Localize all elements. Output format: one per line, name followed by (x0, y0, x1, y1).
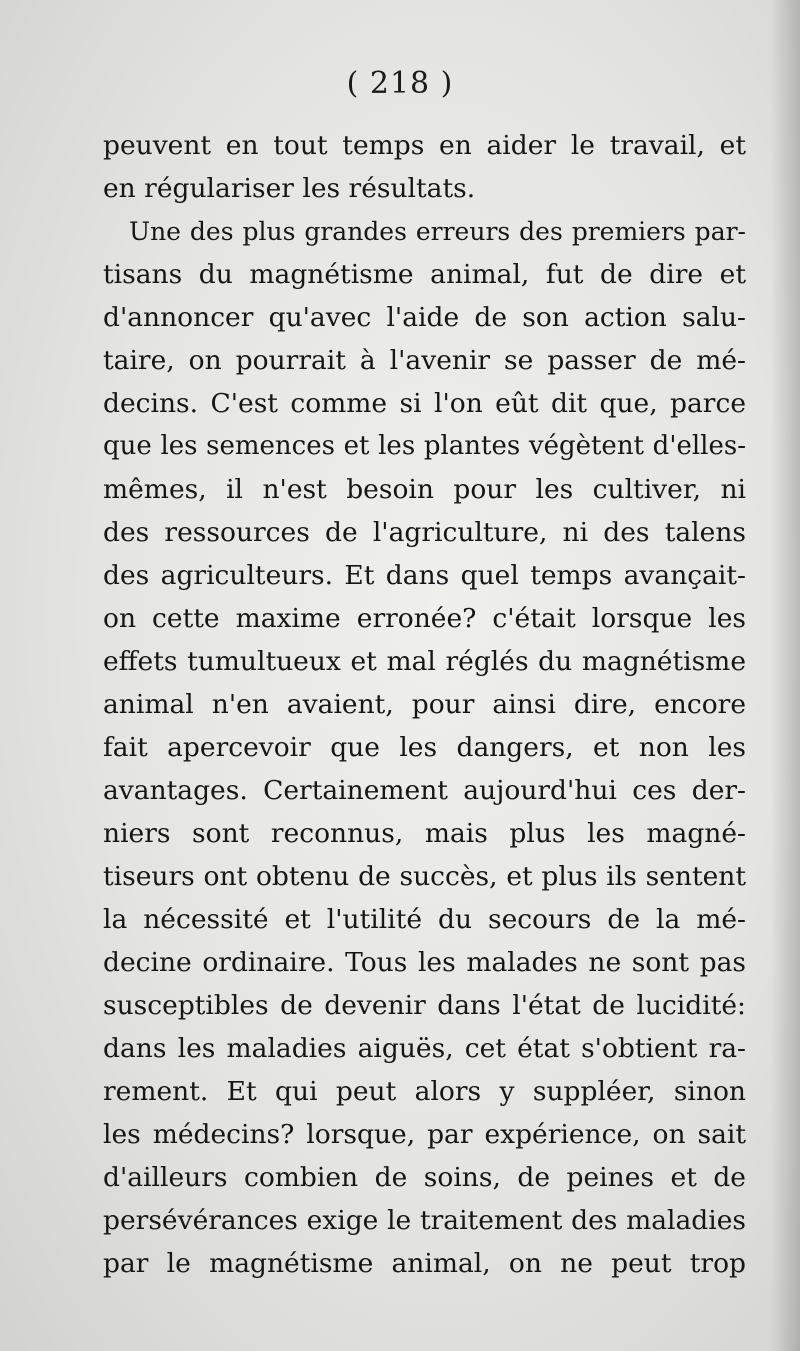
text-line: d'annoncer qu'avec l'aide de son action salu- (103, 302, 746, 333)
text-line: par le magnétisme animal, on ne peut trop (103, 1248, 746, 1279)
text-line: avantages. Certainement aujourd'hui ces der- (103, 775, 746, 806)
text-line: decins. C'est comme si l'on eût dit que, parce (103, 388, 746, 419)
text-line: susceptibles de devenir dans l'état de lucidité: (103, 990, 746, 1021)
text-line: la nécessité et l'utilité du secours de la mé- (103, 904, 746, 935)
body-text (103, 124, 746, 1285)
text-line: des agriculteurs. Et dans quel temps avançait- (103, 560, 746, 591)
text-line: Une des plus grandes erreurs des premiers par- (129, 217, 746, 246)
text-line: des ressources de l'agriculture, ni des talens (103, 517, 746, 548)
text-line: taire, on pourrait à l'avenir se passer de mé- (103, 345, 746, 376)
text-line: dans les maladies aiguës, cet état s'obtient ra- (103, 1033, 746, 1064)
text-line: tisans du magnétisme animal, fut de dire et (103, 259, 746, 290)
text-line: niers sont reconnus, mais plus les magné- (103, 818, 746, 849)
text-line: decine ordinaire. Tous les malades ne sont pas (103, 947, 746, 978)
text-line: effets tumultueux et mal réglés du magnétisme (103, 646, 746, 677)
text-line: rement. Et qui peut alors y suppléer, sinon (103, 1076, 746, 1107)
text-line: les médecins? lorsque, par expérience, on sait (103, 1119, 746, 1150)
text-line: en régulariser les résultats. (103, 173, 476, 204)
text-line: peuvent en tout temps en aider le travail, et (103, 130, 746, 161)
text-line: on cette maxime erronée? c'était lorsque les (103, 603, 746, 634)
text-line: d'ailleurs combien de soins, de peines et de (103, 1162, 746, 1193)
text-line: animal n'en avaient, pour ainsi dire, encore (103, 689, 746, 720)
text-line: fait apercevoir que les dangers, et non les (103, 732, 746, 763)
page-number: ( 218 ) (346, 66, 454, 101)
text-line: que les semences et les plantes végètent d'elles- (103, 431, 746, 461)
text-line: mêmes, il n'est besoin pour les cultiver, ni (103, 474, 746, 505)
text-line: persévérances exige le traitement des maladies (103, 1205, 746, 1236)
text-line: tiseurs ont obtenu de succès, et plus ils sentent (103, 861, 746, 892)
